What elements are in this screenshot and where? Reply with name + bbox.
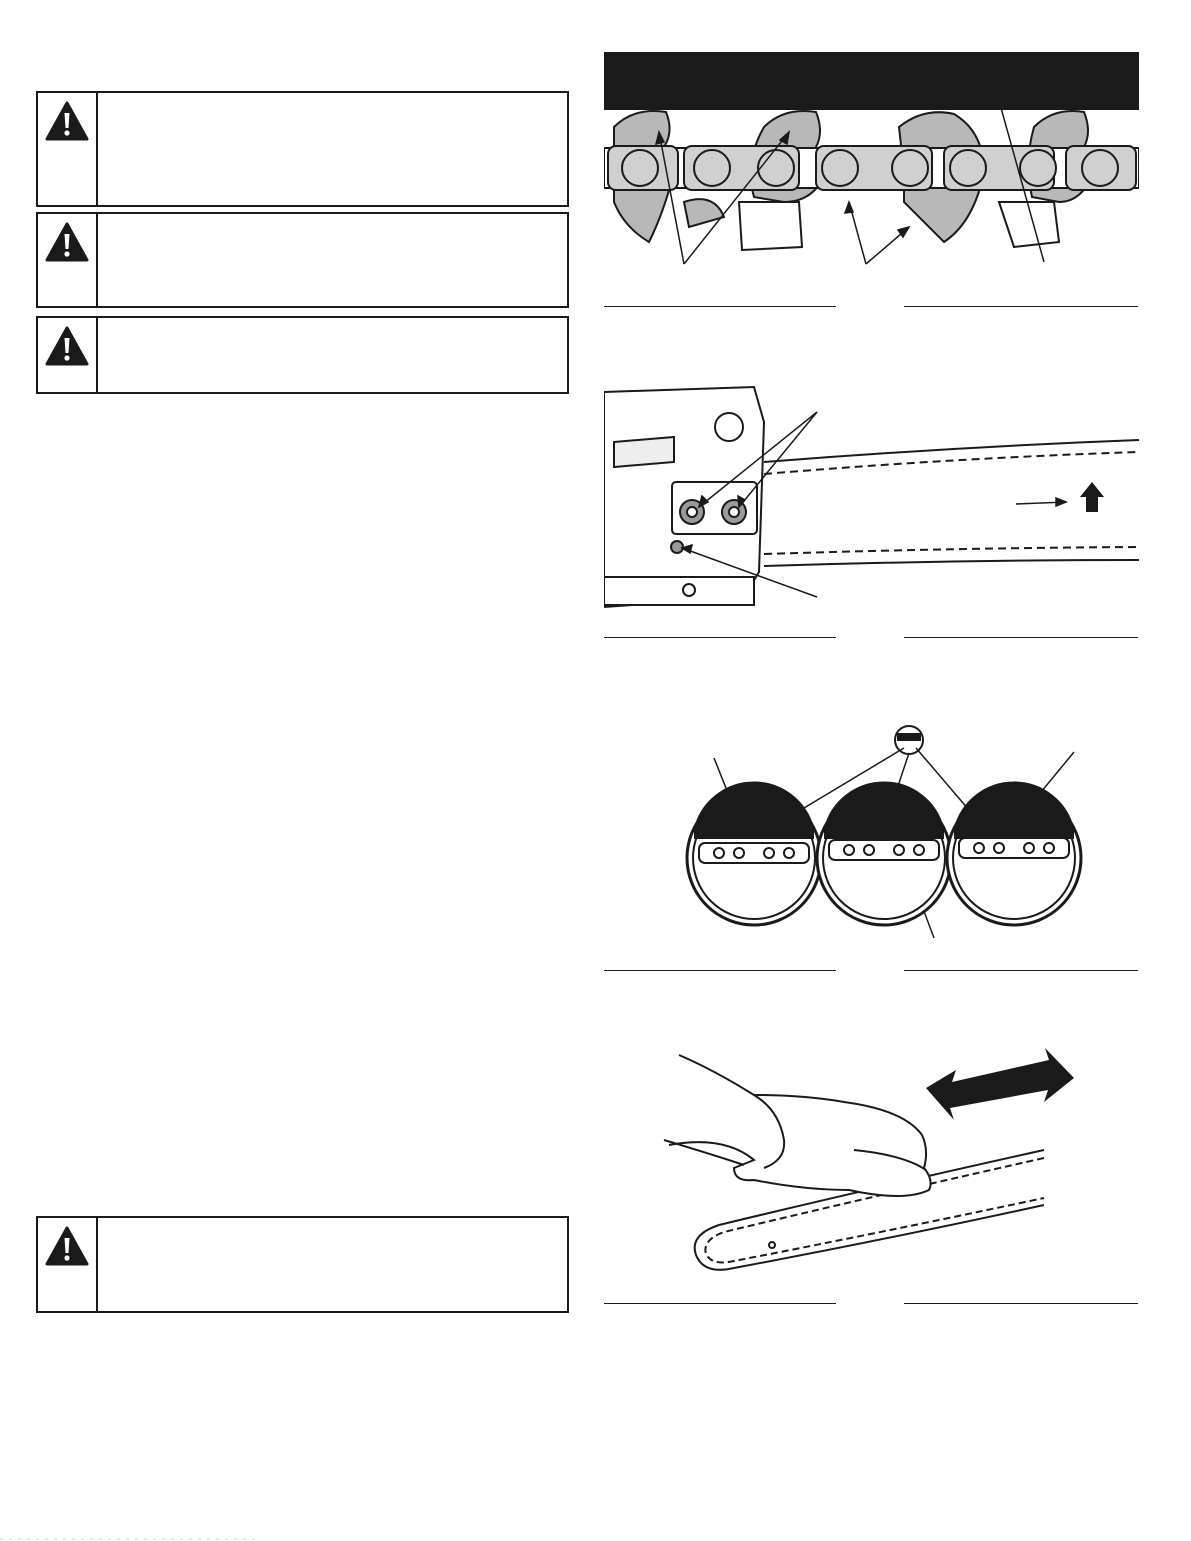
warning-box-3 <box>36 316 569 394</box>
figure-1-rule-left <box>604 306 836 307</box>
warning-icon-cell <box>38 214 98 306</box>
figure-2-rule-right <box>904 637 1138 638</box>
drive-links <box>684 199 1059 250</box>
figure-3-rule-right <box>904 970 1138 971</box>
gloved-hand-figure <box>604 1040 1139 1280</box>
page-edge-artifact <box>0 1536 1191 1541</box>
chain-drive-link-figure <box>604 52 1139 272</box>
small-tension-symbol-icon <box>895 726 923 754</box>
warning-box-2 <box>36 212 569 308</box>
figure-3-rule-left <box>604 970 836 971</box>
double-arrow-icon <box>926 1048 1074 1120</box>
figure-1-rule-right <box>904 306 1138 307</box>
figure-4-rule-left <box>604 1303 836 1304</box>
lift-arrow-icon <box>1080 482 1104 512</box>
warning-icon-cell <box>38 318 98 392</box>
too-loose-circle <box>687 782 821 925</box>
warning-triangle-icon <box>45 101 89 141</box>
chain-upper <box>764 440 1139 474</box>
warning-icon-cell <box>38 1218 98 1311</box>
correct-tension-circle <box>817 782 951 925</box>
guide-bar <box>604 52 1139 110</box>
chain-lower <box>764 547 1139 566</box>
figure-4-rule-right <box>904 1303 1138 1304</box>
warning-icon-cell <box>38 93 98 205</box>
glove-hand <box>664 1055 931 1196</box>
warning-triangle-icon <box>45 1226 89 1266</box>
tension-check-figure <box>604 718 1139 943</box>
chain-links <box>604 146 1139 190</box>
warning-triangle-icon <box>45 326 89 366</box>
too-tight-circle <box>947 782 1081 925</box>
chain-tension-figure <box>604 382 1139 614</box>
warning-triangle-icon <box>45 222 89 262</box>
warning-box-4 <box>36 1216 569 1313</box>
warning-box-1 <box>36 91 569 207</box>
figure-2-rule-left <box>604 637 836 638</box>
